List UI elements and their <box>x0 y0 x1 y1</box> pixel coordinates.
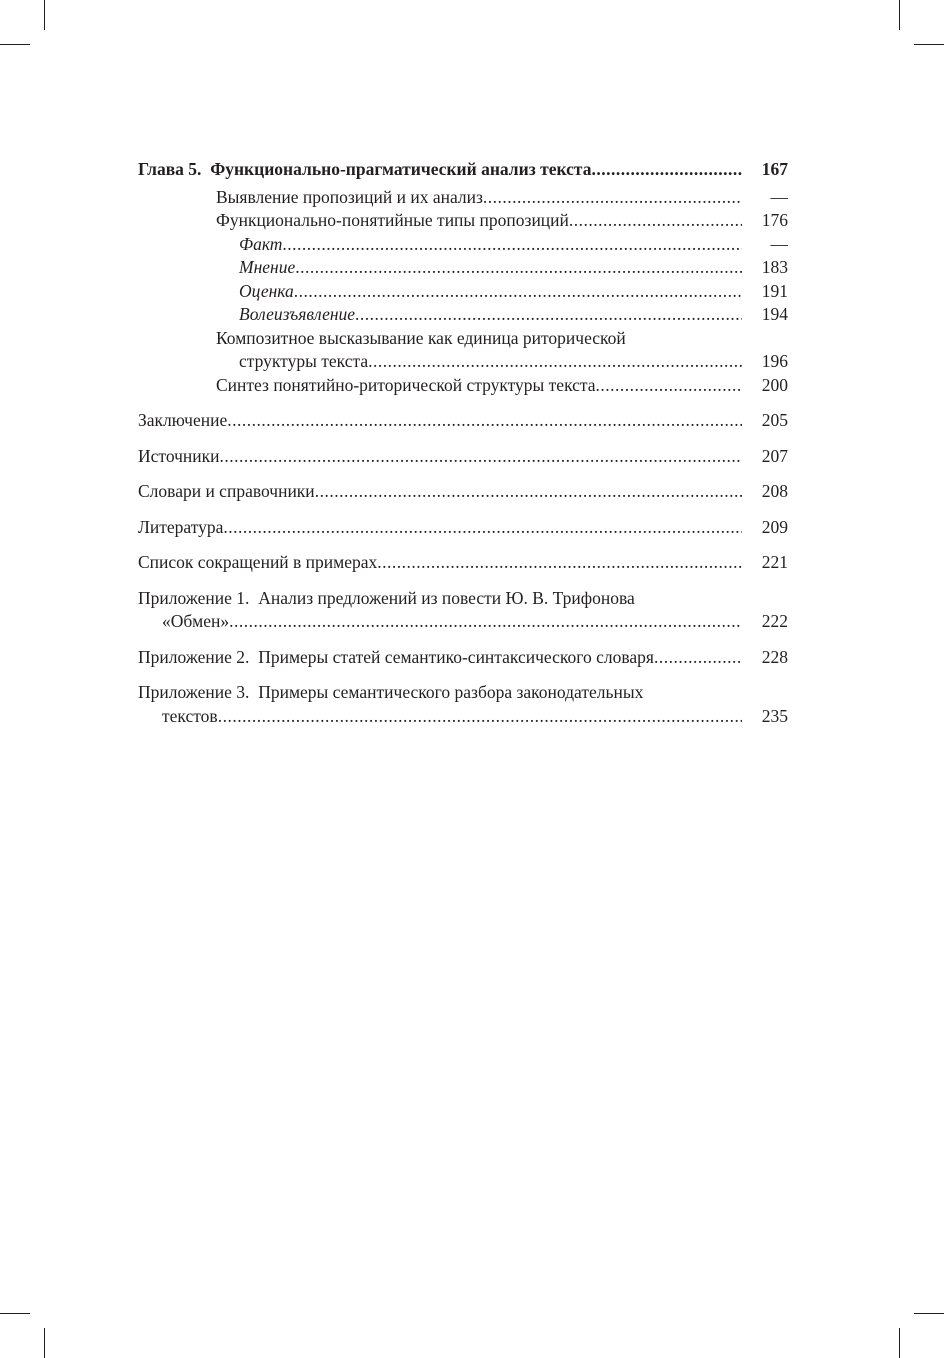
page-number: 235 <box>761 705 788 726</box>
crop-mark-top-right <box>899 0 900 30</box>
leader-dots <box>368 350 742 374</box>
toc-subentry <box>138 303 788 327</box>
page-number: 221 <box>761 552 788 572</box>
page-number: — <box>770 186 788 207</box>
entry-title: Выявление пропозиций и их анализ <box>216 186 483 207</box>
section-title: Список сокращений в примерах <box>138 552 378 572</box>
toc-subentry <box>138 256 788 280</box>
toc-appendix-2 <box>138 646 788 670</box>
leader-dots <box>315 480 742 504</box>
leader-dots <box>227 409 742 433</box>
toc-chapter-5 <box>138 158 788 182</box>
page-number: 207 <box>761 445 788 466</box>
leader-dots <box>569 209 742 233</box>
crop-mark-bottom-left-h <box>0 1313 30 1314</box>
table-of-contents <box>138 158 788 728</box>
leader-dots <box>229 610 742 634</box>
appendix-title: Анализ предложений из повести Ю. В. Трифонова <box>258 587 635 608</box>
leader-dots <box>282 233 742 257</box>
toc-appendix-3-line1 <box>138 681 788 705</box>
entry-title: Оценка <box>239 280 294 301</box>
page-number: 191 <box>761 280 788 301</box>
section-title: Источники <box>138 445 220 466</box>
page-number: 222 <box>761 611 788 631</box>
page-number: 167 <box>761 159 788 179</box>
leader-dots <box>218 705 742 729</box>
entry-title: Факт <box>239 233 283 254</box>
crop-mark-bottom-right-h <box>914 1313 944 1314</box>
entry-title: Композитное высказывание как единица риторической <box>216 327 626 348</box>
page-number: 183 <box>761 257 788 277</box>
crop-mark-top-right-h <box>914 44 944 45</box>
toc-subentry <box>138 280 788 304</box>
toc-section-sources <box>138 445 788 469</box>
toc-section-literature <box>138 516 788 540</box>
page-number: 205 <box>761 410 788 430</box>
toc-section-conclusion <box>138 409 788 433</box>
toc-appendix-3-line2 <box>138 705 788 729</box>
leader-dots <box>654 646 742 670</box>
toc-subentry <box>138 233 788 257</box>
toc-entry <box>138 209 788 233</box>
leader-dots <box>294 280 742 304</box>
appendix-title-continued: текстов <box>162 705 218 726</box>
entry-title-continued: структуры текста <box>239 351 369 371</box>
crop-mark-bottom-left <box>44 1328 45 1358</box>
leader-dots <box>223 516 742 540</box>
page-number: 176 <box>761 210 788 230</box>
appendix-title: Примеры статей семантико-синтаксического словаря <box>258 646 654 667</box>
leader-dots <box>596 374 742 398</box>
appendix-label: Приложение 2. <box>138 646 250 667</box>
leader-dots <box>295 256 742 280</box>
appendix-title-continued: «Обмен» <box>162 611 230 631</box>
leader-dots <box>220 445 742 469</box>
chapter-title: Функционально-прагматический анализ текста <box>210 159 592 179</box>
entry-title: Волеизъявление <box>239 304 356 324</box>
crop-mark-top-left-h <box>0 44 30 45</box>
leader-dots <box>377 551 742 575</box>
page-number: 209 <box>761 516 788 537</box>
toc-entry-line1 <box>138 327 788 351</box>
toc-section-abbreviations <box>138 551 788 575</box>
chapter-label: Глава 5. <box>138 159 202 179</box>
entry-title: Синтез понятийно-риторической структуры текста <box>216 374 596 395</box>
toc-entry <box>138 186 788 210</box>
leader-dots <box>483 186 742 210</box>
appendix-label: Приложение 1. <box>138 587 250 608</box>
appendix-title: Примеры семантического разбора законодательных <box>258 682 644 702</box>
toc-appendix-1-line1 <box>138 587 788 611</box>
page-number: 208 <box>761 481 788 501</box>
entry-title: Функционально-понятийные типы пропозиций <box>216 210 569 230</box>
page-number: 196 <box>761 351 788 371</box>
toc-appendix-1-line2 <box>138 610 788 634</box>
leader-dots <box>591 158 742 182</box>
toc-entry <box>138 374 788 398</box>
appendix-label: Приложение 3. <box>138 682 250 702</box>
toc-entry-line2 <box>138 350 788 374</box>
leader-dots <box>355 303 742 327</box>
crop-mark-top-left <box>44 0 45 30</box>
section-title: Заключение <box>138 410 228 430</box>
crop-mark-bottom-right <box>899 1328 900 1358</box>
page-number: 200 <box>761 374 788 395</box>
section-title: Литература <box>138 516 224 537</box>
toc-section-dictionaries <box>138 480 788 504</box>
page-number: 194 <box>761 304 788 324</box>
entry-title: Мнение <box>239 257 296 277</box>
section-title: Словари и справочники <box>138 481 315 501</box>
page-number: 228 <box>761 646 788 667</box>
page-number: — <box>770 233 788 254</box>
